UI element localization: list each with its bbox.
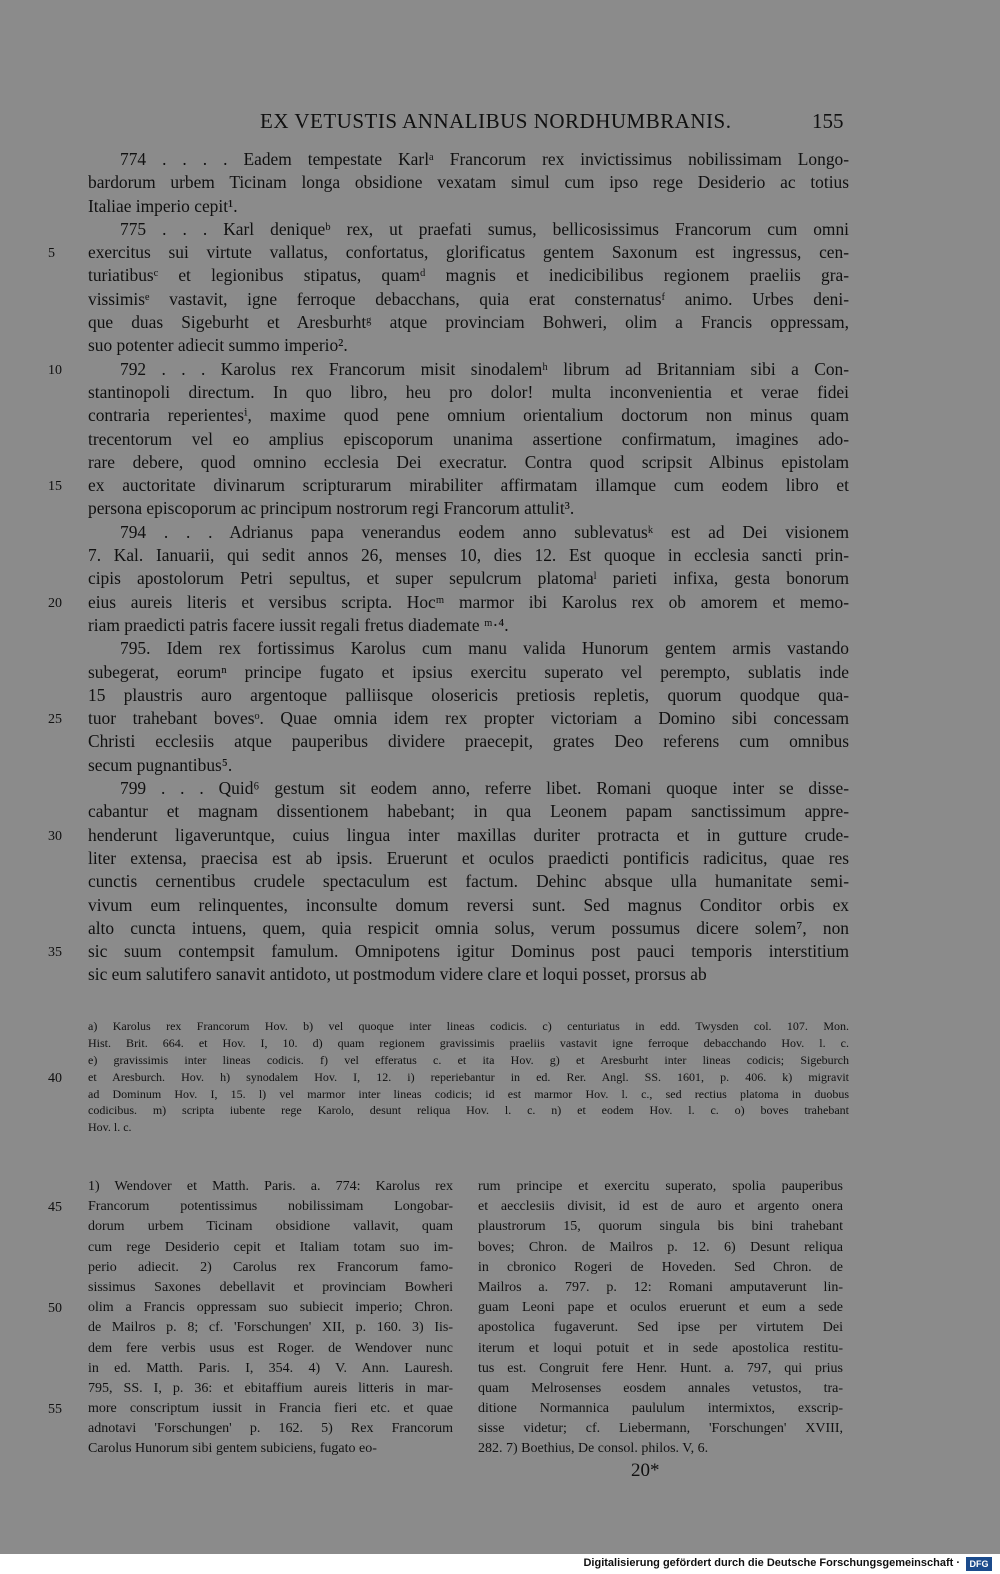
text-line: Italiae imperio cepit¹.	[88, 195, 238, 216]
footnote-line: dorum urbem Ticinam obsidione vallavit, quam	[88, 1219, 453, 1235]
footnote-line: quam Melrosenses eosdem annales vetustos, tra-	[478, 1380, 843, 1396]
footnote-line: tus est. Congruit fere Henr. Hunt. a. 797, qui prius	[478, 1360, 843, 1376]
text-line: contraria reperientesⁱ, maxime quod pene omnium orientalium doctorum non minus quam	[88, 405, 849, 426]
apparatus-line: Hov. l. c.	[88, 1120, 132, 1135]
text-line: turiatibusᶜ et legionibus stipatus, quamᵈ magnis et inedicibilibus regionem praeliis gra-	[88, 265, 849, 286]
text-line: persona episcoporum ac principum nostrorum regi Francorum attulit³.	[88, 498, 575, 519]
text-line: cabantur et magnam dissentionem habebant; in qua Leonem papam sanctissimum appre-	[88, 801, 849, 822]
main-text	[88, 148, 849, 987]
text-line: sic suum contempsit famulum. Omnipotens igitur Dominus post pauci temporis interstitium	[88, 941, 849, 962]
line-number: 50	[48, 1301, 62, 1317]
footnote-line: in ed. Matth. Paris. I, 354. 4) V. Ann. Lauresh.	[88, 1360, 453, 1376]
footnote-line: 795, SS. I, p. 36: et ebitaffium aureis litteris in mar-	[88, 1380, 453, 1396]
footnote-line: olim a Francis oppressam suo subiecit imperio; Chron.	[88, 1300, 453, 1316]
text-line: riam praedicti patris facere iussit regali fretus diademate ᵐ·⁴.	[88, 614, 509, 635]
dfg-logo-icon: DFG	[966, 1557, 992, 1571]
text-line: vivum eum relinquentes, inconsulte domum reversi sunt. Sed magnus Conditor orbis ex	[88, 894, 849, 915]
footnote-line: Carolus Hunorum sibi gentem subiciens, fugato eo-	[88, 1441, 377, 1457]
footnote-line: perio adiecit. 2) Carolus rex Francorum famo-	[88, 1259, 453, 1275]
text-line: secum pugnantibus⁵.	[88, 754, 233, 775]
footnote-line: sissimus Saxones debellavit et provinciam Bowheri	[88, 1279, 453, 1295]
footnote-line: guam Leoni pape et oculos eruerunt et eum a sede	[478, 1300, 843, 1316]
footnote-line: de Mailros p. 8; cf. 'Forschungen' XII, p. 160. 3) Iis-	[88, 1320, 453, 1336]
text-line: 7. Kal. Ianuarii, qui sedit annos 26, menses 10, dies 12. Est quoque in ecclesia sancti prin-	[88, 545, 849, 566]
line-number: 45	[48, 1200, 62, 1216]
text-line: tuor trahebant bovesᵒ. Quae omnia idem rex propter victoriam a Domino sibi concessam	[88, 708, 849, 729]
apparatus-line: ad Dominum Hov. I, 15. l) vel marmor inter lineas codicis; id est marmor Hov. l. c., sed rectius platoma in duobus	[88, 1086, 849, 1101]
text-line: bardorum urbem Ticinam longa obsidione vexatam simul cum ipso rege Desiderio ac totius	[88, 172, 849, 193]
footer-bar	[0, 1554, 1000, 1574]
footnote-line: 282. 7) Boethius, De consol. philos. V, 6.	[478, 1441, 709, 1457]
footnote-line: in cbronico Rogeri de Hoveden. Sed Chron. de	[478, 1259, 843, 1275]
text-line: 792 . . . Karolus rex Francorum misit sinodalemʰ librum ad Britanniam sibi a Con-	[120, 358, 849, 379]
text-line: sic eum salutifero sanavit antidoto, ut postmodum videre clare et loqui posset, prorsus ab	[88, 964, 707, 985]
apparatus-line: Hist. Brit. 664. et Hov. I, 10. d) quam regionem gravissimis praeliis vastavit igne ferroque debacchando Hov. l. c.	[88, 1035, 849, 1050]
text-line: cunctis cernentibus crudele spectaculum est factum. Dehinc absque ulla humanitate semi-	[88, 871, 849, 892]
footnote-line: plaustrorum 15, quorum singula bis bini trahebant	[478, 1219, 843, 1235]
line-number: 40	[48, 1070, 62, 1086]
text-line: 15 plaustris auro argentoque palliisque olosericis pretiosis repletis, quorum quodque qua-	[88, 684, 849, 705]
footnote-line: 1) Wendover et Matth. Paris. a. 774: Karolus rex	[88, 1179, 453, 1194]
text-line: subegerat, eorumⁿ principe fugato et ipsius exercitu superato vel perempto, sublatis inde	[88, 661, 849, 682]
text-line: 774 . . . . Eadem tempestate Karlᵃ Francorum rex invictissimus nobilissimam Longo-	[120, 149, 849, 169]
apparatus-line: e) gravissimis inter lineas codicis. f) vel efferatus c. et ita Hov. g) et Aresburht inter lineas codicis; Sigeburch	[88, 1052, 849, 1067]
text-line: stantinopoli directum. In quo libro, heu pro dolor! multa inconvenientia et verae fidei	[88, 381, 849, 402]
line-number: 55	[48, 1402, 62, 1418]
text-line: rare debere, quod omnino ecclesia Dei execratur. Contra quod scripsit Albinus epistolam	[88, 451, 849, 472]
text-line: 794 . . . Adrianus papa venerandus eodem anno sublevatusᵏ est ad Dei visionem	[120, 521, 849, 542]
footnote-line: adnotavi 'Forschungen' p. 162. 5) Rex Francorum	[88, 1421, 453, 1437]
line-number: 15	[48, 479, 62, 495]
text-line: exercitus sui virtute vallatus, confortatus, glorificatus gentem Saxonum est ingressus, cen-	[88, 242, 849, 263]
sheet-signature: 20*	[631, 1460, 660, 1481]
line-number: 30	[48, 828, 62, 844]
footnote-line: dem fere verbis usus est Roger. de Wendover nunc	[88, 1340, 453, 1356]
line-number: 10	[48, 362, 62, 378]
footnote-line: et aecclesiis divisit, id est de auro et argento onera	[478, 1199, 843, 1215]
text-line: 799 . . . Quid⁶ gestum sit eodem anno, referre libet. Romani quoque inter se disse-	[120, 778, 849, 799]
footnote-line: boves; Chron. de Mailros p. 12. 6) Desunt reliqua	[478, 1239, 843, 1255]
footnote-line: cum rege Desiderio cepit et Italiam totam suo im-	[88, 1239, 453, 1255]
text-line: ex auctoritate divinarum scripturarum mirabiliter affirmatam illamque cum eodem libro et	[88, 475, 849, 496]
footnote-line: more conscriptum iussit in Francia fieri etc. et quae	[88, 1401, 453, 1417]
footnote-line: sisse videtur; cf. Liebermann, 'Forschungen' XVIII,	[478, 1421, 843, 1437]
apparatus-line: codicibus. m) scripta iubente rege Karolo, desunt reliqua Hov. l. c. n) et eodem Hov. l. c. o) boves trahebant	[88, 1103, 849, 1118]
text-line: liter extensa, praecisa est ab ipsis. Eruerunt et oculos praedicti pontificis radicitus, quae res	[88, 847, 849, 868]
critical-apparatus	[88, 1018, 849, 1136]
text-line: Christi ecclesiis atque pauperibus dividere praecepit, grates Deo referens cum omnibus	[88, 731, 849, 752]
text-line: trecentorum vel eo amplius episcoporum unanima assertione confirmatum, imagines ado-	[88, 428, 849, 449]
footnote-line: rum principe et exercitu superato, spolia pauperibus	[478, 1179, 843, 1194]
line-number: 35	[48, 945, 62, 961]
text-line: vissimisᵉ vastavit, igne ferroque debacchans, quia erat consternatusᶠ animo. Urbes deni-	[88, 288, 849, 309]
text-line: 795. Idem rex fortissimus Karolus cum manu valida Hunorum gentem armis vastando	[120, 638, 849, 659]
text-line: 775 . . . Karl deniqueᵇ rex, ut praefati sumus, bellicosissimus Francorum cum omni	[120, 218, 849, 239]
text-line: henderunt ligaveruntque, cuius lingua inter maxillas duriter protracta et in gutture crude-	[88, 824, 849, 845]
footnotes-left-column	[88, 1177, 453, 1460]
funding-credit: Digitalisierung gefördert durch die Deutsche Forschungsgemeinschaft ·	[583, 1557, 960, 1569]
footnote-line: ditione Normannica paululum intermixtos, exscrip-	[478, 1401, 843, 1417]
text-line: eius aureis literis et versibus scripta. Hocᵐ marmor ibi Karolus rex ob amorem et memo-	[88, 591, 849, 612]
footnote-line: apostolica fugaverunt. Sed ipse per virtutem Dei	[478, 1320, 843, 1336]
footnote-line: Mailros a. 797. p. 12: Romani amputaverunt lin-	[478, 1279, 843, 1295]
page-number: 155	[812, 109, 844, 133]
line-number: 5	[48, 246, 55, 262]
apparatus-line: a) Karolus rex Francorum Hov. b) vel quoque inter lineas codicis. c) centuriatus in edd. Twysden col. 107. Mon.	[88, 1019, 849, 1033]
footnote-line: iterum et loqui potuit et in sede apostolica restitu-	[478, 1340, 843, 1356]
line-number: 20	[48, 595, 62, 611]
text-line: que duas Sigeburht et Aresburhtᵍ atque provinciam Bohweri, olim a Francis oppressam,	[88, 312, 849, 333]
footnotes-right-column	[478, 1177, 843, 1460]
line-number: 25	[48, 712, 62, 728]
apparatus-line: et Aresburch. Hov. h) synodalem Hov. I, 12. i) reperiebantur in ed. Rer. Angl. SS. 1601, p. 406. k) migravit	[88, 1069, 849, 1084]
footnote-line: Francorum potentissimus nobilissimam Longobar-	[88, 1199, 453, 1215]
running-title: EX VETUSTIS ANNALIBUS NORDHUMBRANIS.	[260, 109, 732, 133]
text-line: suo potenter adiecit summo imperio².	[88, 335, 348, 356]
text-line: alto cuncta intuens, quem, quia respicit omnia solus, verum possumus dicere solem⁷, non	[88, 917, 849, 938]
text-line: cipis apostolorum Petri sepultus, et super sepulcrum platomaˡ parieti infixa, gesta bonorum	[88, 568, 849, 589]
